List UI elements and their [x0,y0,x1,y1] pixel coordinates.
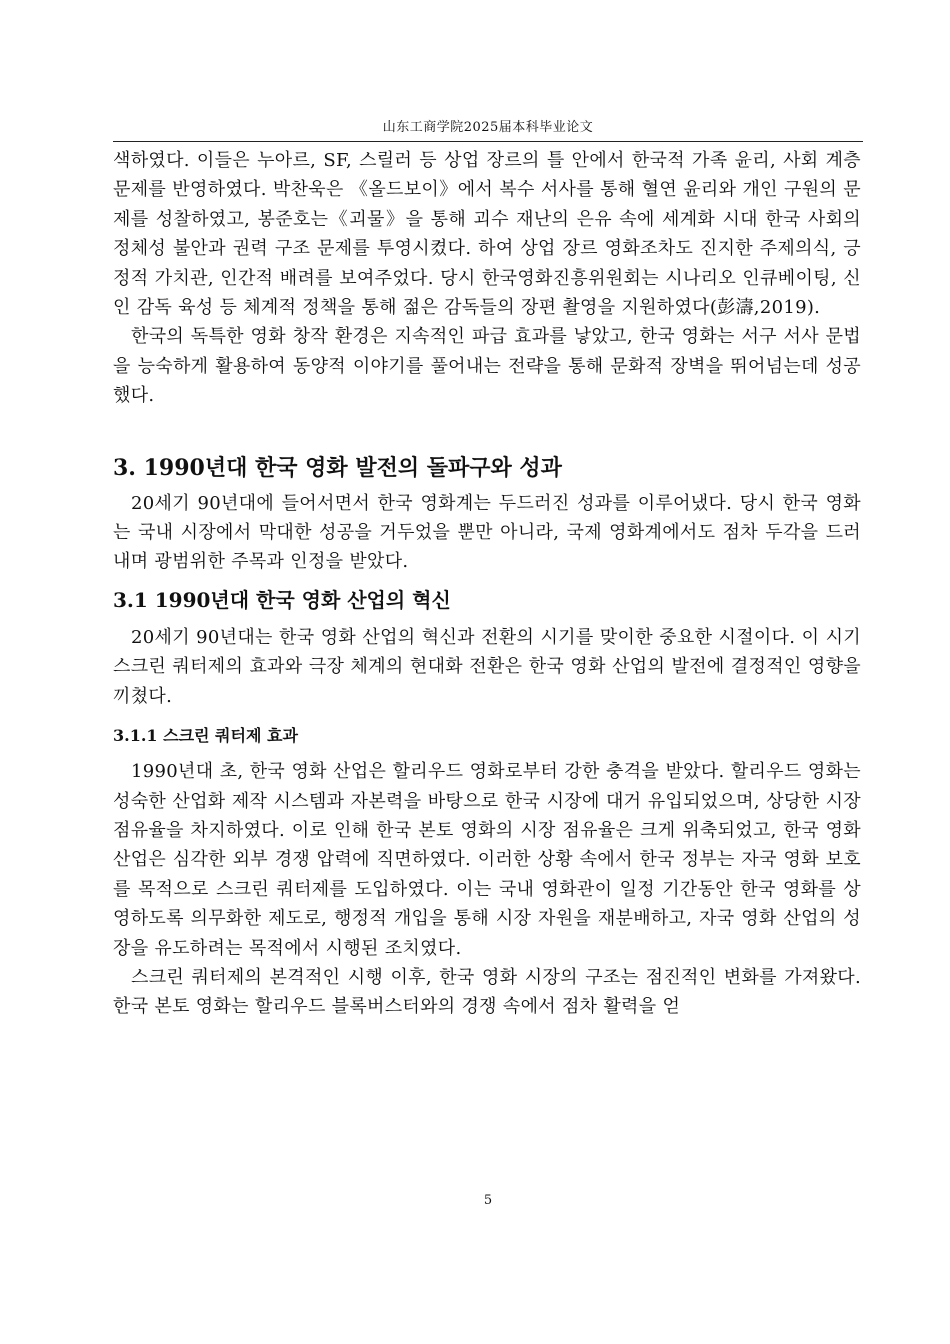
section-heading-3-1: 3.1 1990년대 한국 영화 산업의 혁신 [113,587,451,612]
paragraph: 20세기 90년대에 들어서면서 한국 영화계는 두드러진 성과를 이루어냈다. 당시 한국 영화는 국내 시장에서 막대한 성공을 거두었을 뿐만 아니라, 국제 영화계에서도 점차 두각을 드러내며 광범위한 주목과 인정을 받았다. [113,492,861,573]
paragraph-continued: 색하였다. 이들은 누아르, SF, 스릴러 등 상업 장르의 틀 안에서 한국적 가족 윤리, 사회 계층 문제를 반영하였다. 박찬욱은 《올드보이》에서 복수 서사를 통해 혈연 윤리와 개인 구원의 문제를 성찰하였고, 봉준호는《괴물》을 통해 괴수 재난의 은유 속에 세계화 시대 한국 사회의 정체성 불안과 권력 구조 문제를 투영시켰다. 하여 상업 장르 영화조차도 진지한 주제의식, 긍정적 가치관, 인간적 배려를 보여주었다. 당시 한국영화진흥위원회는 시나리오 인큐베이팅, 신인 감독 육성 등 체계적 정책을 통해 젊은 감독들의 장편 촬영을 지원하였다(彭濤,2019). [113,150,861,319]
section-heading-3: 3. 1990년대 한국 영화 발전의 돌파구와 성과 [113,454,562,481]
page-number: 5 [483,1193,493,1208]
paragraph: 한국의 독특한 영화 창작 환경은 지속적인 파급 효과를 낳았고, 한국 영화는 서구 서사 문법을 능숙하게 활용하여 동양적 이야기를 풀어내는 전략을 통해 문화적 장벽을 뛰어넘는데 성공했다. [113,326,861,407]
section-heading-3-1-1: 3.1.1 스크린 쿼터제 효과 [113,726,298,746]
running-header: 山东工商学院2025届本科毕业论文 [382,120,594,135]
paragraph: 스크린 쿼터제의 본격적인 시행 이후, 한국 영화 시장의 구조는 점진적인 변화를 가져왔다. 한국 본토 영화는 할리우드 블록버스터와의 경쟁 속에서 점차 활력을 얻 [113,966,861,1018]
header-rule [113,141,863,142]
paragraph: 20세기 90년대는 한국 영화 산업의 혁신과 전환의 시기를 맞이한 중요한 시절이다. 이 시기 스크린 쿼터제의 효과와 극장 체계의 현대화 전환은 한국 영화 산업의 발전에 결정적인 영향을 끼쳤다. [113,626,861,707]
paragraph: 1990년대 초, 한국 영화 산업은 할리우드 영화로부터 강한 충격을 받았다. 할리우드 영화는 성숙한 산업화 제작 시스템과 자본력을 바탕으로 한국 시장에 대거 유입되었으며, 상당한 시장 점유율을 차지하였다. 이로 인해 한국 본토 영화의 시장 점유율은 크게 위축되었고, 한국 영화 산업은 심각한 외부 경쟁 압력에 직면하였다. 이러한 상황 속에서 한국 정부는 자국 영화 보호를 목적으로 스크린 쿼터제를 도입하였다. 이는 국내 영화관이 일정 기간동안 한국 영화를 상영하도록 의무화한 제도로, 행정적 개입을 통해 시장 자원을 재분배하고, 자국 영화 산업의 성장을 유도하려는 목적에서 시행된 조치였다. [113,761,861,959]
body-text [113,146,861,1022]
